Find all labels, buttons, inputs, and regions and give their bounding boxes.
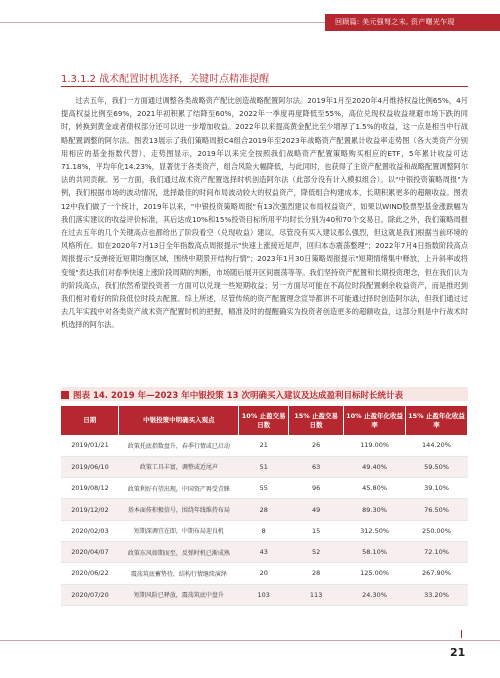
cell-date: 2019/08/12	[61, 478, 119, 499]
cell-15-days: 28	[289, 563, 344, 584]
table-row	[61, 435, 468, 456]
cell-10-days: 103	[239, 584, 289, 605]
footer-tick	[461, 630, 462, 638]
table-row	[61, 456, 468, 477]
cell-10-annual: 312.50%	[344, 520, 406, 541]
cell-date: 2020/04/07	[61, 541, 119, 562]
col-header-10-annual: 10% 止盈年化收益率	[344, 406, 406, 435]
col-header-15-days: 15% 止盈交易日数	[289, 406, 344, 435]
cell-date: 2020/07/20	[61, 584, 119, 605]
cell-date: 2020/02/03	[61, 520, 119, 541]
section-title: 1.3.1.2 战术配置时机选择，关键时点精准提醒	[61, 74, 270, 85]
table-header-row	[61, 406, 468, 435]
cell-date: 2019/12/02	[61, 499, 119, 520]
cell-view: 基本面传积极信号，围绕年线维持布局	[119, 499, 239, 520]
cell-10-annual: 119.00%	[344, 435, 406, 456]
cell-10-annual: 24.30%	[344, 584, 406, 605]
table-row	[61, 520, 468, 541]
cell-10-days: 51	[239, 456, 289, 477]
cell-10-days: 43	[239, 541, 289, 562]
cell-10-days: 21	[239, 435, 289, 456]
cell-date: 2020/06/22	[61, 563, 119, 584]
table-row	[61, 541, 468, 562]
cell-10-days: 20	[239, 563, 289, 584]
cell-15-annual: 144.20%	[406, 435, 468, 456]
cell-10-days: 55	[239, 478, 289, 499]
cell-10-days: 8	[239, 520, 289, 541]
cell-15-days: 113	[289, 584, 344, 605]
cell-10-annual: 45.80%	[344, 478, 406, 499]
table-row	[61, 584, 468, 605]
data-table	[61, 406, 468, 606]
page-number: 21	[450, 646, 466, 659]
cell-15-annual: 76.50%	[406, 499, 468, 520]
col-header-15-annual: 15% 止盈年化收益率	[406, 406, 468, 435]
cell-15-annual: 267.90%	[406, 563, 468, 584]
table-row	[61, 499, 468, 520]
cell-15-annual: 250.00%	[406, 520, 468, 541]
cell-view: 短期深调宜在即，中期布局迎良机	[119, 520, 239, 541]
cell-15-annual: 59.50%	[406, 456, 468, 477]
section-rule	[61, 86, 468, 87]
cell-15-annual: 72.10%	[406, 541, 468, 562]
table-row	[61, 563, 468, 584]
col-header-view: 中银投策中明确买入观点	[119, 406, 239, 435]
page-header	[0, 0, 500, 44]
body-text	[61, 94, 468, 332]
cell-view: 政策东风如期而至，反弹时机已渐成熟	[119, 541, 239, 562]
col-header-10-days: 10% 止盈交易日数	[239, 406, 289, 435]
cell-10-annual: 89.30%	[344, 499, 406, 520]
table-row	[61, 478, 468, 499]
cell-10-annual: 58.10%	[344, 541, 406, 562]
cell-15-annual: 33.20%	[406, 584, 468, 605]
body-paragraph: 过去五年，我们一方面通过调整各类战略资产配比创造战略配置阿尔法。2019年1月至2020年4月维持权益比例65%，4月提高权益比例至69%，2021年初积累了结降至60%，2022年一季度再度降低至55%，高位兑现权益收益规避市场下跌的同时，转换到黄金或者债权部分还可以进一步增加收益。2022年以来提高黄金配比至少增厚了1.5%的收益，这一点是相当中行战略配置调整的阿尔法。图表13展示了我们策略周报C4组合2019年至2023年战略资产配置累计收益率走势图（各大类资产分别用相应的基金指数代替），走势图显示，2019年以来完全按照我们战略资产配置策略购买相应的ETF，5年累计收益可达71.18%，平均年化14.23%，显著优于各类资产，组合风险大幅降低，与此同时，也获得了主资产配置收益和战略配置调整阿尔法的共同贡献。另一方面，我们通过战术资产配置选择时机创造阿尔法（此部分没有计入模拟组合）。以"中银投资策略周报"为例，我们根据市场的波动情况，选择最佳的时间布局波动较大的权益资产，降低组合构建成本，长期积累更多的超额收益。图表12中我们做了一个统计，2019年以来，"中银投资策略周报"有13次强烈建议布局权益资产，如果以WIND股票型基金涨跌幅为我们落实建议的收益评价标准，其后达成10%和15%投资目标所用平均时长分别为40和70个交易日。除此之外，我们策略周报在过去五年的几个关键高点也都给出了阶段看空（兑现收益）建议，尽管没有买入建议那么强烈，但这就是我们根据当前环境的风格所在。如在2020年7月13日全年指数高点周报提示"快速上涨接近尾声，回归本态震荡整理"；2022年7月4日指数阶段高点周报提示"反弹接近短期均衡区域，围绕中期景开结构行情"；2023年1月30日策略周报提示"短期情绪集中释放，上升斜率或将变缓"表达我们对春季快速上涨阶段周期的判断，市场随后展开区间震荡等等。我们坚持资产配置和长期投资理念，但在我们认为的阶段高点，我们依然希望投资者一方面可以兑现一些短期收益；另一方面尽可能在不高位时段配置剩余收益资产，而是推迟到我们相对看好的阶段低位时段去配置。综上所述，尽管传统的资产配置理念宣导都讲不可能通过择时创造阿尔法，但我们通过过去几年实践中对各类资产战术资产配置时机的把握，精准及时的提醒确实为投资者创造更多的超额收益，这部分则是中行战术时机选择的阿尔法。	[61, 96, 469, 330]
square-marker-icon	[61, 391, 69, 399]
cell-view: 政策托底指数盘升，春季行情或已启动	[119, 435, 239, 456]
chart-title	[61, 389, 403, 401]
cell-view: 震荡筑底蓄势待，结构行情继续演绎	[119, 563, 239, 584]
cell-view: 政策利好有望出现，中国资产再受青睐	[119, 478, 239, 499]
chart-title-text: 图表 14. 2019 年—2023 年中银投策 13 次明确买入建议及达成盈利目标时长统计表	[73, 391, 403, 401]
cell-10-annual: 125.00%	[344, 563, 406, 584]
header-tab: 回顾篇: 美元强弩之末, 资产曙光乍现	[325, 14, 500, 31]
cell-10-annual: 49.40%	[344, 456, 406, 477]
cell-15-days: 15	[289, 520, 344, 541]
cell-10-days: 28	[239, 499, 289, 520]
cell-view: 政策工具丰富，调整或近尾声	[119, 456, 239, 477]
cell-15-days: 96	[289, 478, 344, 499]
cell-15-days: 49	[289, 499, 344, 520]
footer-rule	[0, 640, 500, 641]
cell-date: 2019/06/10	[61, 456, 119, 477]
cell-15-annual: 39.10%	[406, 478, 468, 499]
cell-date: 2019/01/21	[61, 435, 119, 456]
col-header-date: 日期	[61, 406, 119, 435]
cell-15-days: 26	[289, 435, 344, 456]
cell-15-days: 52	[289, 541, 344, 562]
cell-view: 短期风险已释放，震荡筑底中盘升	[119, 584, 239, 605]
cell-15-days: 63	[289, 456, 344, 477]
